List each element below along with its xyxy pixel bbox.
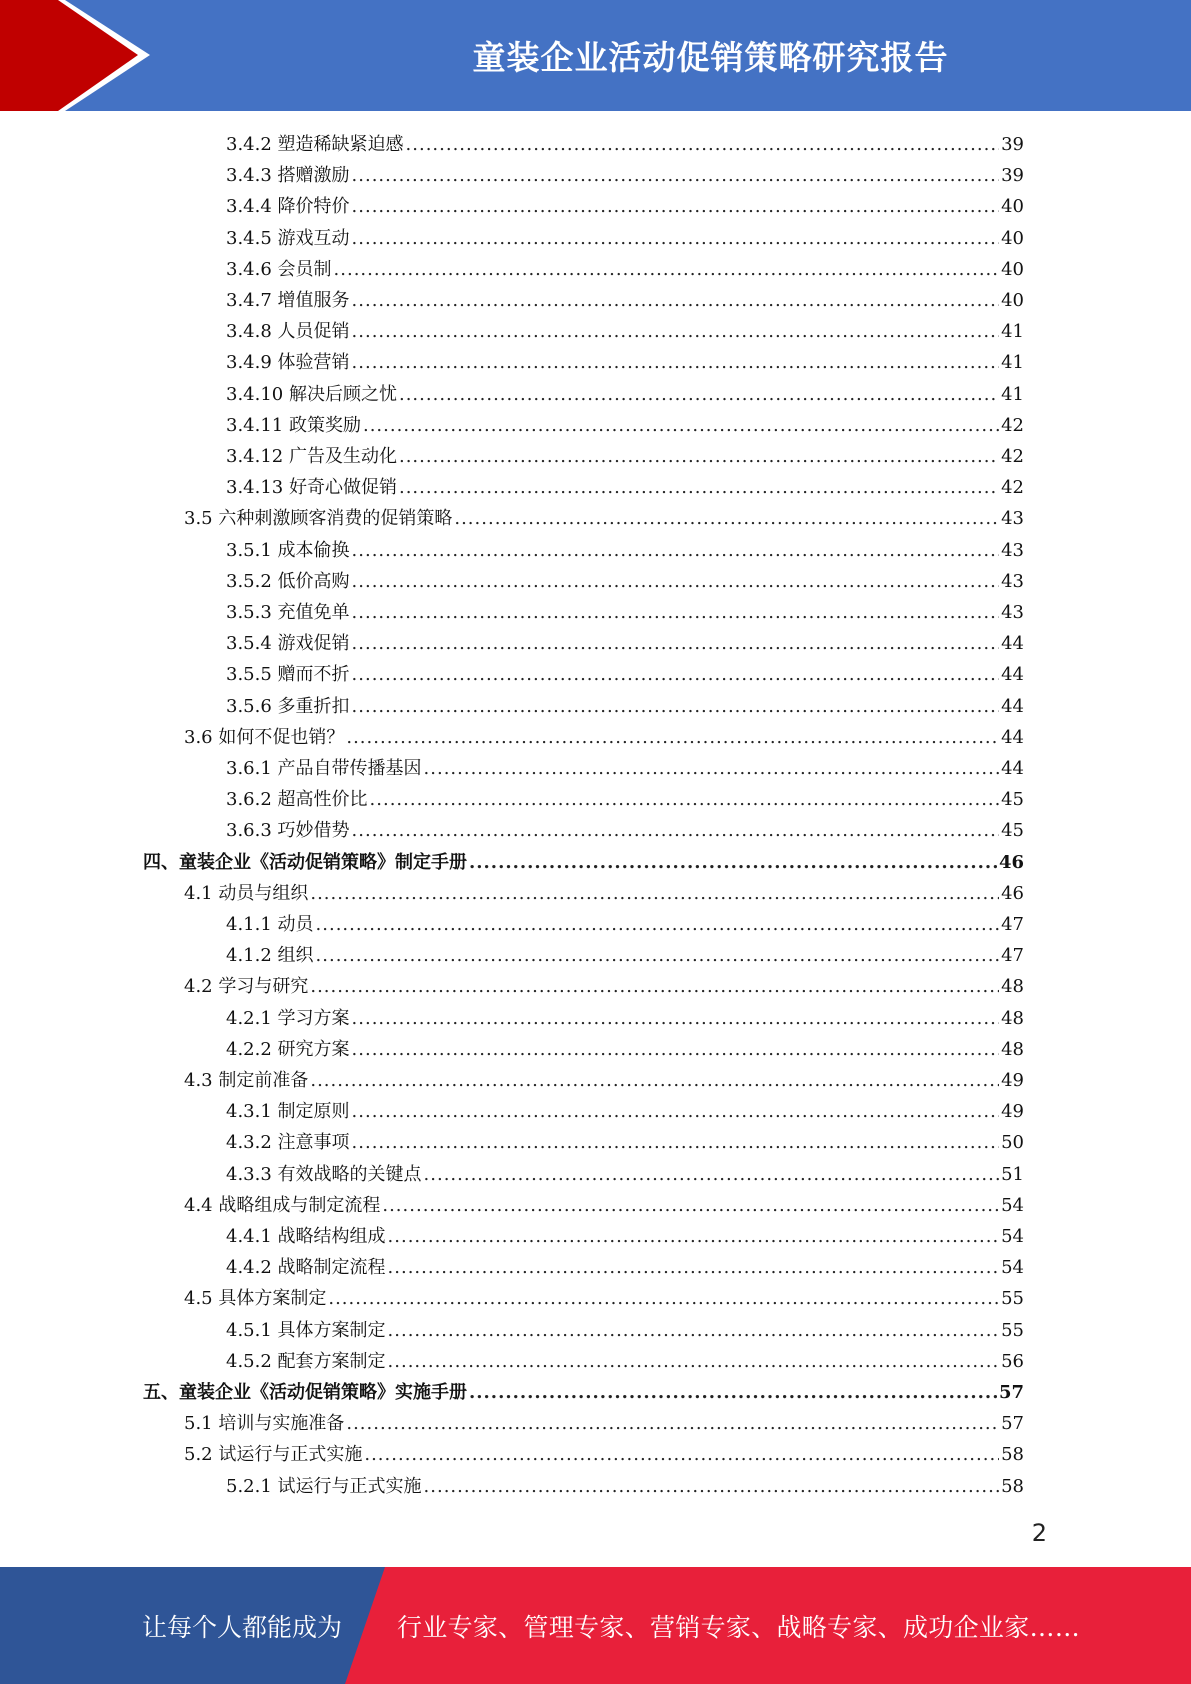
toc-entry-title: 5.2.1 试运行与正式实施 [226, 1475, 422, 1497]
toc-entry-title: 4.3.3 有效战略的关键点 [226, 1163, 422, 1185]
toc-dot-leader [388, 1224, 1000, 1250]
toc-entry-page: 41 [1001, 352, 1024, 374]
toc-entry[interactable] [226, 689, 1024, 720]
toc-entry-title: 4.4.2 战略制定流程 [226, 1257, 386, 1279]
toc-entry-page: 56 [1001, 1350, 1024, 1372]
toc-entry[interactable] [226, 127, 1024, 158]
toc-entry-page: 58 [1001, 1475, 1024, 1497]
toc-entry-title: 3.4.8 人员促销 [226, 321, 350, 343]
toc-entry-page: 51 [1001, 1163, 1024, 1185]
toc-dot-leader [388, 1255, 1000, 1281]
toc-dot-leader [352, 163, 1000, 189]
toc-entry[interactable] [143, 1375, 1024, 1406]
toc-entry-title: 四、童装企业《活动促销策略》制定手册 [143, 851, 467, 873]
toc-entry-page: 40 [1001, 227, 1024, 249]
toc-entry-title: 3.4.13 好奇心做促销 [226, 477, 397, 499]
toc-entry-title: 3.4.6 会员制 [226, 258, 332, 280]
toc-entry-title: 3.4.7 增值服务 [226, 290, 350, 311]
toc-entry[interactable] [226, 1032, 1024, 1063]
toc-entry-page: 49 [1001, 1101, 1024, 1123]
toc-entry-page: 46 [1001, 882, 1024, 904]
toc-entry[interactable] [226, 813, 1024, 844]
toc-entry-title: 五、童装企业《活动促销策略》实施手册 [143, 1382, 467, 1403]
toc-dot-leader [352, 694, 1000, 720]
toc-dot-leader [352, 226, 1000, 252]
toc-entry-title: 4.1.1 动员 [226, 914, 314, 935]
toc-entry[interactable] [184, 876, 1024, 907]
toc-entry[interactable] [184, 1406, 1024, 1437]
toc-entry-page: 40 [1001, 196, 1024, 218]
toc-entry[interactable] [226, 1157, 1024, 1188]
toc-entry-title: 3.5.5 赠而不折 [226, 664, 350, 686]
toc-entry-page: 48 [1001, 976, 1024, 998]
toc-entry-page: 42 [1001, 477, 1024, 499]
toc-entry-title: 4.3.2 注意事项 [226, 1132, 350, 1154]
toc-entry-page: 43 [1001, 508, 1024, 530]
toc-entry-title: 3.4.3 搭赠激励 [226, 165, 350, 187]
toc-entry-page: 45 [1001, 820, 1024, 842]
toc-entry[interactable] [226, 533, 1024, 564]
toc-entry-title: 3.5.2 低价高购 [226, 570, 350, 592]
toc-entry-title: 3.5 六种刺激顾客消费的促销策略 [184, 508, 453, 530]
toc-dot-leader [469, 1380, 997, 1406]
toc-dot-leader [399, 475, 999, 501]
toc-entry-page: 44 [1001, 695, 1024, 717]
toc-dot-leader [316, 912, 1000, 938]
toc-dot-leader [370, 787, 1000, 813]
toc-entry-page: 46 [998, 851, 1024, 873]
toc-dot-leader [382, 1193, 999, 1219]
toc-dot-leader [352, 288, 1000, 314]
toc-entry[interactable] [226, 1344, 1024, 1375]
toc-dot-leader [334, 257, 1000, 283]
toc-dot-leader [424, 756, 1000, 782]
toc-entry-title: 3.5.3 充值免单 [226, 602, 350, 623]
toc-entry[interactable] [226, 1250, 1024, 1281]
toc-entry-page: 57 [998, 1382, 1024, 1403]
toc-entry[interactable] [226, 377, 1024, 408]
toc-entry-page: 58 [1001, 1444, 1024, 1466]
toc-dot-leader [406, 132, 1000, 158]
toc-entry[interactable] [226, 283, 1024, 314]
toc-dot-leader [352, 631, 1000, 657]
toc-entry-page: 41 [1001, 383, 1024, 405]
toc-entry[interactable] [226, 314, 1024, 345]
toc-entry-page: 54 [1001, 1194, 1024, 1216]
toc-entry[interactable] [184, 1437, 1024, 1468]
toc-entry-page: 44 [1001, 726, 1024, 748]
toc-entry-title: 5.1 培训与实施准备 [184, 1413, 345, 1435]
toc-entry-page: 50 [1001, 1132, 1024, 1154]
toc-entry-page: 48 [1001, 1038, 1024, 1060]
toc-entry[interactable] [184, 720, 1024, 751]
toc-entry-title: 3.5.6 多重折扣 [226, 695, 350, 717]
toc-dot-leader [310, 881, 999, 907]
toc-entry-page: 45 [1001, 789, 1024, 811]
toc-entry[interactable] [226, 221, 1024, 252]
toc-entry[interactable] [184, 1188, 1024, 1219]
toc-entry[interactable] [226, 595, 1024, 626]
toc-entry[interactable] [226, 439, 1024, 470]
toc-dot-leader [424, 1162, 1000, 1188]
toc-dot-leader [310, 1068, 999, 1094]
toc-entry-title: 3.6.2 超高性价比 [226, 789, 368, 811]
toc-dot-leader [388, 1318, 1000, 1344]
toc-entry[interactable] [226, 751, 1024, 782]
footer-slogan-left: 让每个人都能成为 [142, 1612, 343, 1642]
toc-dot-leader [364, 1442, 999, 1468]
toc-entry-title: 4.2.1 学习方案 [226, 1007, 350, 1029]
toc-entry[interactable] [226, 470, 1024, 501]
toc-entry-title: 4.1.2 组织 [226, 945, 314, 967]
toc-entry-page: 40 [1001, 258, 1024, 280]
toc-entry-title: 4.5.1 具体方案制定 [226, 1319, 386, 1341]
toc-entry-page: 43 [1001, 602, 1024, 623]
toc-entry-page: 55 [1001, 1319, 1024, 1341]
toc-entry[interactable] [226, 1219, 1024, 1250]
toc-dot-leader [363, 413, 999, 439]
toc-dot-leader [310, 974, 999, 1000]
toc-entry-page: 54 [1001, 1226, 1024, 1247]
toc-entry-page: 47 [1001, 914, 1024, 935]
toc-entry[interactable] [143, 845, 1024, 876]
toc-entry-title: 3.4.11 政策奖励 [226, 414, 361, 436]
toc-entry[interactable] [226, 408, 1024, 439]
toc-entry[interactable] [226, 252, 1024, 283]
toc-entry-page: 41 [1001, 321, 1024, 343]
toc-entry[interactable] [226, 1094, 1024, 1125]
toc-entry-page: 44 [1001, 758, 1024, 779]
footer-slogan-right: 行业专家、管理专家、营销专家、战略专家、成功企业家…… [397, 1612, 1081, 1642]
toc-dot-leader [469, 850, 997, 876]
toc-entry-page: 55 [1001, 1288, 1024, 1310]
toc-entry[interactable] [184, 1063, 1024, 1094]
page-footer [0, 1567, 1191, 1684]
toc-entry[interactable] [226, 1469, 1024, 1500]
toc-dot-leader [352, 1006, 1000, 1032]
toc-entry-title: 4.2.2 研究方案 [226, 1038, 350, 1060]
toc-entry[interactable] [184, 1281, 1024, 1312]
toc-dot-leader [352, 662, 1000, 688]
toc-dot-leader [454, 506, 999, 532]
toc-entry-page: 48 [1001, 1007, 1024, 1029]
toc-entry-page: 43 [1001, 539, 1024, 561]
toc-entry-title: 3.5.1 成本偷换 [226, 539, 350, 561]
toc-entry-title: 3.5.4 游戏促销 [226, 633, 350, 655]
toc-dot-leader [328, 1286, 999, 1312]
toc-dot-leader [388, 1349, 1000, 1375]
toc-dot-leader [346, 725, 999, 751]
toc-entry[interactable] [226, 564, 1024, 595]
page-header [0, 0, 1191, 111]
toc-dot-leader [352, 194, 1000, 220]
toc-entry-title: 3.6 如何不促也销？ [184, 726, 345, 748]
toc-dot-leader [316, 943, 1000, 969]
toc-entry[interactable] [226, 158, 1024, 189]
page-number: 2 [1031, 1519, 1047, 1547]
toc-dot-leader [399, 444, 999, 470]
toc-entry-page: 42 [1001, 414, 1024, 436]
toc-entry-title: 3.4.4 降价特价 [226, 196, 350, 218]
toc-entry-title: 4.4 战略组成与制定流程 [184, 1194, 381, 1216]
toc-entry-title: 3.4.5 游戏互动 [226, 227, 350, 249]
toc-entry-title: 4.2 学习与研究 [184, 976, 309, 998]
toc-dot-leader [352, 600, 1000, 626]
toc-entry[interactable] [226, 626, 1024, 657]
toc-entry[interactable] [184, 969, 1024, 1000]
toc-entry-page: 42 [1001, 446, 1024, 467]
toc-entry-title: 5.2 试运行与正式实施 [184, 1444, 363, 1466]
toc-entry[interactable] [226, 1125, 1024, 1156]
toc-entry-title: 3.4.2 塑造稀缺紧迫感 [226, 134, 404, 155]
toc-entry-title: 4.1 动员与组织 [184, 882, 309, 904]
toc-entry-title: 4.3 制定前准备 [184, 1070, 309, 1091]
toc-dot-leader [352, 818, 1000, 844]
toc-dot-leader [352, 350, 1000, 376]
toc-entry-page: 47 [1001, 945, 1024, 967]
toc-dot-leader [352, 1099, 1000, 1125]
toc-entry-page: 44 [1001, 633, 1024, 655]
toc-entry-title: 3.4.10 解决后顾之忧 [226, 383, 397, 405]
toc-entry-page: 57 [1001, 1413, 1024, 1435]
toc-entry[interactable] [226, 1313, 1024, 1344]
toc-entry[interactable] [184, 501, 1024, 532]
report-title: 童装企业活动促销策略研究报告 [472, 38, 949, 77]
toc-entry[interactable] [226, 189, 1024, 220]
toc-dot-leader [352, 1130, 1000, 1156]
toc-entry-page: 39 [1001, 165, 1024, 187]
toc-entry-title: 4.5.2 配套方案制定 [226, 1350, 386, 1372]
toc-entry-page: 40 [1001, 290, 1024, 311]
toc-entry-title: 4.5 具体方案制定 [184, 1288, 327, 1310]
toc-entry-title: 4.3.1 制定原则 [226, 1101, 350, 1123]
toc-entry[interactable] [226, 938, 1024, 969]
toc-entry[interactable] [226, 1001, 1024, 1032]
toc-dot-leader [352, 538, 1000, 564]
toc-dot-leader [399, 382, 999, 408]
toc-entry-title: 3.6.1 产品自带传播基因 [226, 758, 422, 779]
toc-dot-leader [346, 1411, 999, 1437]
toc-entry-title: 3.6.3 巧妙借势 [226, 820, 350, 842]
toc-dot-leader [352, 1037, 1000, 1063]
toc-entry-page: 44 [1001, 664, 1024, 686]
toc-dot-leader [352, 569, 1000, 595]
toc-dot-leader [424, 1474, 1000, 1500]
toc-entry[interactable] [226, 657, 1024, 688]
toc-entry[interactable] [226, 907, 1024, 938]
toc-entry-title: 3.4.9 体验营销 [226, 352, 350, 374]
toc-entry-page: 54 [1001, 1257, 1024, 1279]
toc-entry-title: 4.4.1 战略结构组成 [226, 1226, 386, 1247]
toc-entry-page: 43 [1001, 570, 1024, 592]
toc-entry-title: 3.4.12 广告及生动化 [226, 446, 397, 467]
toc-entry[interactable] [226, 782, 1024, 813]
toc-dot-leader [352, 319, 1000, 345]
toc-entry[interactable] [226, 345, 1024, 376]
toc-entry-page: 39 [1001, 134, 1024, 155]
toc-entry-page: 49 [1001, 1070, 1024, 1091]
